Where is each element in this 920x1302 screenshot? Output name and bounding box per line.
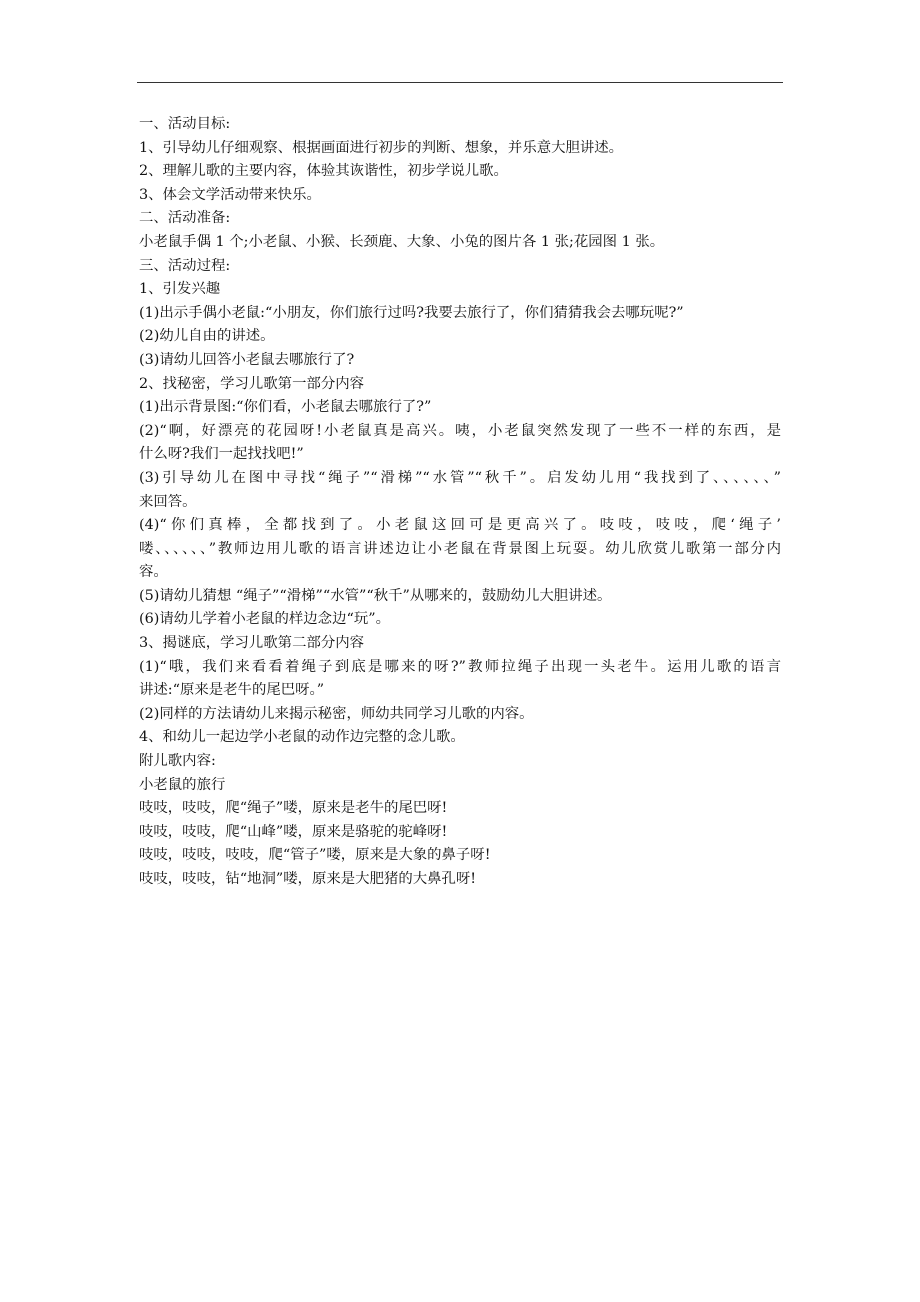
step-2-item-1: (1)出示背景图:“你们看，小老鼠去哪旅行了?”	[139, 399, 432, 416]
step-heading-2: 2、找秘密，学习儿歌第一部分内容	[139, 375, 365, 392]
step-2-item-2-line-1: (2)“啊，好漂亮的花园呀!小老鼠真是高兴。咦，小老鼠突然发现了一些不一样的东西，是	[139, 422, 781, 439]
section-heading-preparation: 二、活动准备:	[139, 210, 231, 227]
goal-item-1: 1、引导幼儿仔细观察、根据画面进行初步的判断、想象，并乐意大胆讲述。	[139, 139, 624, 156]
appendix-heading: 附儿歌内容:	[139, 753, 216, 770]
step-2-item-3-line-2: 来回答。	[139, 493, 197, 510]
section-heading-process: 三、活动过程:	[139, 257, 231, 274]
song-title: 小老鼠的旅行	[139, 776, 226, 793]
step-2-item-3-line-1: (3)引导幼儿在图中寻找“绳子”“滑梯”“水管”“秋千”。启发幼儿用“我找到了、、、、、、”	[139, 469, 781, 486]
step-2-item-2-line-2: 什么呀?我们一起找找吧!”	[139, 446, 304, 463]
step-heading-3: 3、揭谜底，学习儿歌第二部分内容	[139, 635, 365, 652]
step-3-item-1-line-2: 讲述:“原来是老牛的尾巴呀。”	[139, 682, 325, 699]
step-3-item-1-line-1: (1)“哦，我们来看看着绳子到底是哪来的呀?”教师拉绳子出现一头老牛。运用儿歌的语言	[139, 658, 781, 675]
step-2-item-5: (5)请幼儿猜想 “绳子”“滑梯”“水管”“秋千”从哪来的，鼓励幼儿大胆讲述。	[139, 587, 612, 604]
section-heading-goals: 一、活动目标:	[139, 116, 231, 132]
goal-item-3: 3、体会文学活动带来快乐。	[139, 186, 321, 203]
goal-item-2: 2、理解儿歌的主要内容，体验其诙谐性，初步学说儿歌。	[139, 163, 508, 180]
step-2-item-4-line-1: (4)“你们真棒，全都找到了。小老鼠这回可是更高兴了。吱吱，吱吱，爬‘绳子’	[139, 517, 781, 534]
song-verse-4: 吱吱，吱吱，钻“地洞”喽，原来是大肥猪的大鼻孔呀!	[139, 871, 477, 887]
step-2-item-4-line-2: 喽、、、、、、”教师边用儿歌的语言讲述边让小老鼠在背景图上玩耍。幼儿欣赏儿歌第一部分内	[139, 540, 781, 557]
step-1-item-1: (1)出示手偶小老鼠:“小朋友，你们旅行过吗?我要去旅行了，你们猜猜我会去哪玩呢?”	[139, 304, 684, 321]
song-verse-2: 吱吱，吱吱，爬“山峰”喽，原来是骆驼的驼峰呀!	[139, 823, 448, 840]
step-3-item-2: (2)同样的方法请幼儿来揭示秘密，师幼共同学习儿歌的内容。	[139, 705, 534, 722]
step-1-item-2: (2)幼儿自由的讲述。	[139, 328, 275, 345]
song-verse-1: 吱吱，吱吱，爬“绳子”喽，原来是老牛的尾巴呀!	[139, 800, 448, 817]
step-1-item-3: (3)请幼儿回答小老鼠去哪旅行了?	[139, 351, 355, 368]
header-rule	[137, 82, 783, 83]
step-2-item-4-line-3: 容。	[139, 564, 168, 581]
step-2-item-6: (6)请幼儿学着小老鼠的样边念边“玩”。	[139, 611, 390, 628]
document-body	[139, 113, 781, 892]
step-heading-1: 1、引发兴趣	[139, 281, 221, 298]
song-verse-3: 吱吱，吱吱，吱吱，爬“管子”喽，原来是大象的鼻子呀!	[139, 847, 491, 864]
step-heading-4: 4、和幼儿一起边学小老鼠的动作边完整的念儿歌。	[139, 729, 465, 746]
preparation-text: 小老鼠手偶 1 个;小老鼠、小猴、长颈鹿、大象、小兔的图片各 1 张;花园图 1 张。	[139, 233, 665, 250]
